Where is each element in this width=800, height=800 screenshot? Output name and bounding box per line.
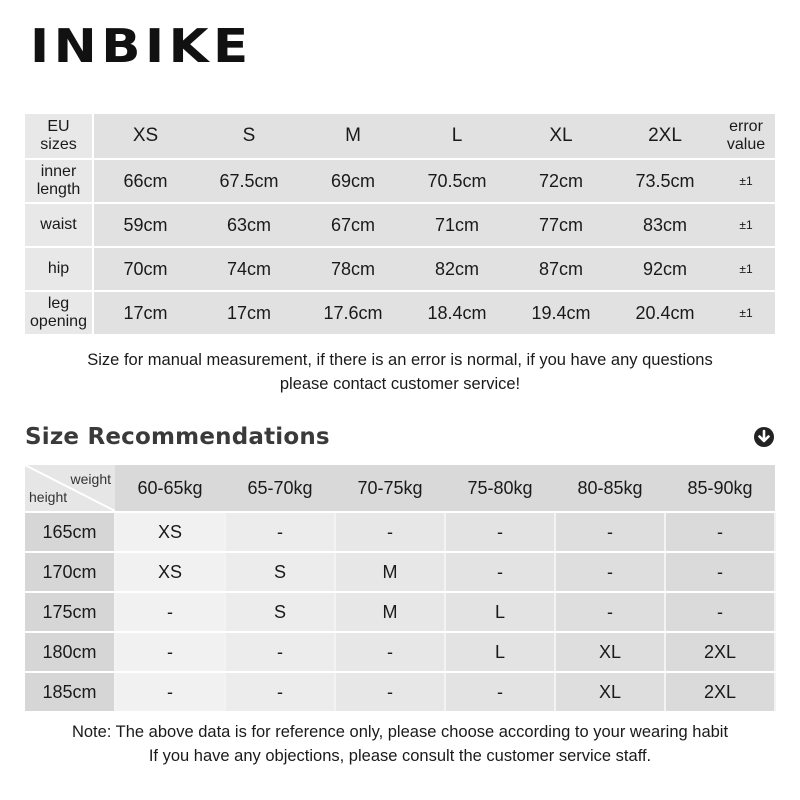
measurement-value: 63cm [197, 203, 301, 247]
measurement-value: 83cm [613, 203, 717, 247]
recommended-size: L [445, 592, 555, 632]
measurement-value: 72cm [509, 159, 613, 203]
size-header-label: EU sizes [25, 114, 93, 159]
measurement-label: inner length [25, 159, 93, 203]
recommendation-row [25, 592, 775, 632]
height-label: 175cm [25, 592, 115, 632]
recommended-size: - [115, 592, 225, 632]
measurement-label: waist [25, 203, 93, 247]
size-header-m: M [301, 114, 405, 159]
recommended-size: - [225, 672, 335, 712]
recommended-size: - [335, 512, 445, 552]
recommended-size: S [225, 552, 335, 592]
recommended-size: - [225, 512, 335, 552]
measurement-value: 78cm [301, 247, 405, 291]
measurement-value: 70cm [93, 247, 197, 291]
size-table-row [25, 159, 775, 203]
size-table-row [25, 247, 775, 291]
recommended-size: 2XL [665, 632, 775, 672]
measurement-value: 69cm [301, 159, 405, 203]
recommended-size: 2XL [665, 672, 775, 712]
measurement-value: 17.6cm [301, 291, 405, 335]
measurement-value: 59cm [93, 203, 197, 247]
recommendation-row [25, 552, 775, 592]
measurement-value: 77cm [509, 203, 613, 247]
size-header-xs: XS [93, 114, 197, 159]
measurement-note-line2: please contact customer service! [279, 375, 521, 393]
recommended-size: - [335, 672, 445, 712]
download-arrow-icon[interactable] [753, 426, 775, 448]
recommendation-row [25, 512, 775, 552]
size-header-l: L [405, 114, 509, 159]
corner-height-label: height [29, 489, 68, 505]
weight-header: 70-75kg [335, 465, 445, 512]
error-value: ±1 [717, 159, 775, 203]
size-header-s: S [197, 114, 301, 159]
recommended-size: S [225, 592, 335, 632]
corner-weight-label: weight [70, 471, 111, 487]
recommended-size: M [335, 552, 445, 592]
recommended-size: - [225, 632, 335, 672]
recommended-size: - [555, 552, 665, 592]
error-header: error value [717, 114, 775, 159]
recommended-size: - [115, 672, 225, 712]
size-header-2xl: 2XL [613, 114, 717, 159]
size-chart-table [25, 114, 775, 336]
measurement-value: 67cm [301, 203, 405, 247]
measurement-value: 74cm [197, 247, 301, 291]
recommended-size: - [115, 632, 225, 672]
weight-header: 60-65kg [115, 465, 225, 512]
recommended-size: - [555, 592, 665, 632]
recommended-size: - [665, 592, 775, 632]
size-table-row [25, 203, 775, 247]
measurement-value: 19.4cm [509, 291, 613, 335]
recommended-size: L [445, 632, 555, 672]
height-label: 185cm [25, 672, 115, 712]
measurement-note [25, 348, 775, 396]
recommended-size: XL [555, 672, 665, 712]
header-corner-cell [25, 465, 115, 512]
error-value: ±1 [717, 203, 775, 247]
weight-header: 85-90kg [665, 465, 775, 512]
reference-note [25, 720, 775, 768]
measurement-label: hip [25, 247, 93, 291]
recommended-size: XS [115, 512, 225, 552]
height-label: 165cm [25, 512, 115, 552]
measurement-value: 17cm [93, 291, 197, 335]
recommended-size: - [335, 632, 445, 672]
recommended-size: - [445, 512, 555, 552]
measurement-note-line1: Size for manual measurement, if there is an error is normal, if you have any questions [87, 351, 713, 369]
recommended-size: - [555, 512, 665, 552]
height-label: 170cm [25, 552, 115, 592]
measurement-value: 18.4cm [405, 291, 509, 335]
brand-logo: INBIKE [30, 19, 253, 73]
error-value: ±1 [717, 247, 775, 291]
measurement-value: 71cm [405, 203, 509, 247]
measurement-value: 92cm [613, 247, 717, 291]
weight-header: 75-80kg [445, 465, 555, 512]
measurement-value: 70.5cm [405, 159, 509, 203]
measurement-value: 20.4cm [613, 291, 717, 335]
measurement-value: 82cm [405, 247, 509, 291]
recommended-size: M [335, 592, 445, 632]
size-table-row [25, 291, 775, 335]
size-recommendation-table [25, 465, 776, 713]
weight-header: 65-70kg [225, 465, 335, 512]
measurement-value: 87cm [509, 247, 613, 291]
weight-header: 80-85kg [555, 465, 665, 512]
recommendation-row [25, 672, 775, 712]
reference-note-line1: Note: The above data is for reference only, please choose according to your wearing habit [71, 723, 729, 741]
error-value: ±1 [717, 291, 775, 335]
recommended-size: - [445, 672, 555, 712]
size-header-xl: XL [509, 114, 613, 159]
recommended-size: - [445, 552, 555, 592]
section-title: Size Recommendations [25, 424, 330, 450]
recommended-size: - [665, 512, 775, 552]
recommended-size: XS [115, 552, 225, 592]
reference-note-line2: If you have any objections, please consult the customer service staff. [148, 747, 652, 765]
recommendation-header-row [25, 465, 775, 512]
measurement-label: leg opening [25, 291, 93, 335]
height-label: 180cm [25, 632, 115, 672]
measurement-value: 17cm [197, 291, 301, 335]
recommended-size: XL [555, 632, 665, 672]
recommended-size: - [665, 552, 775, 592]
size-table-header-row [25, 114, 775, 159]
measurement-value: 73.5cm [613, 159, 717, 203]
measurement-value: 66cm [93, 159, 197, 203]
measurement-value: 67.5cm [197, 159, 301, 203]
recommendation-row [25, 632, 775, 672]
